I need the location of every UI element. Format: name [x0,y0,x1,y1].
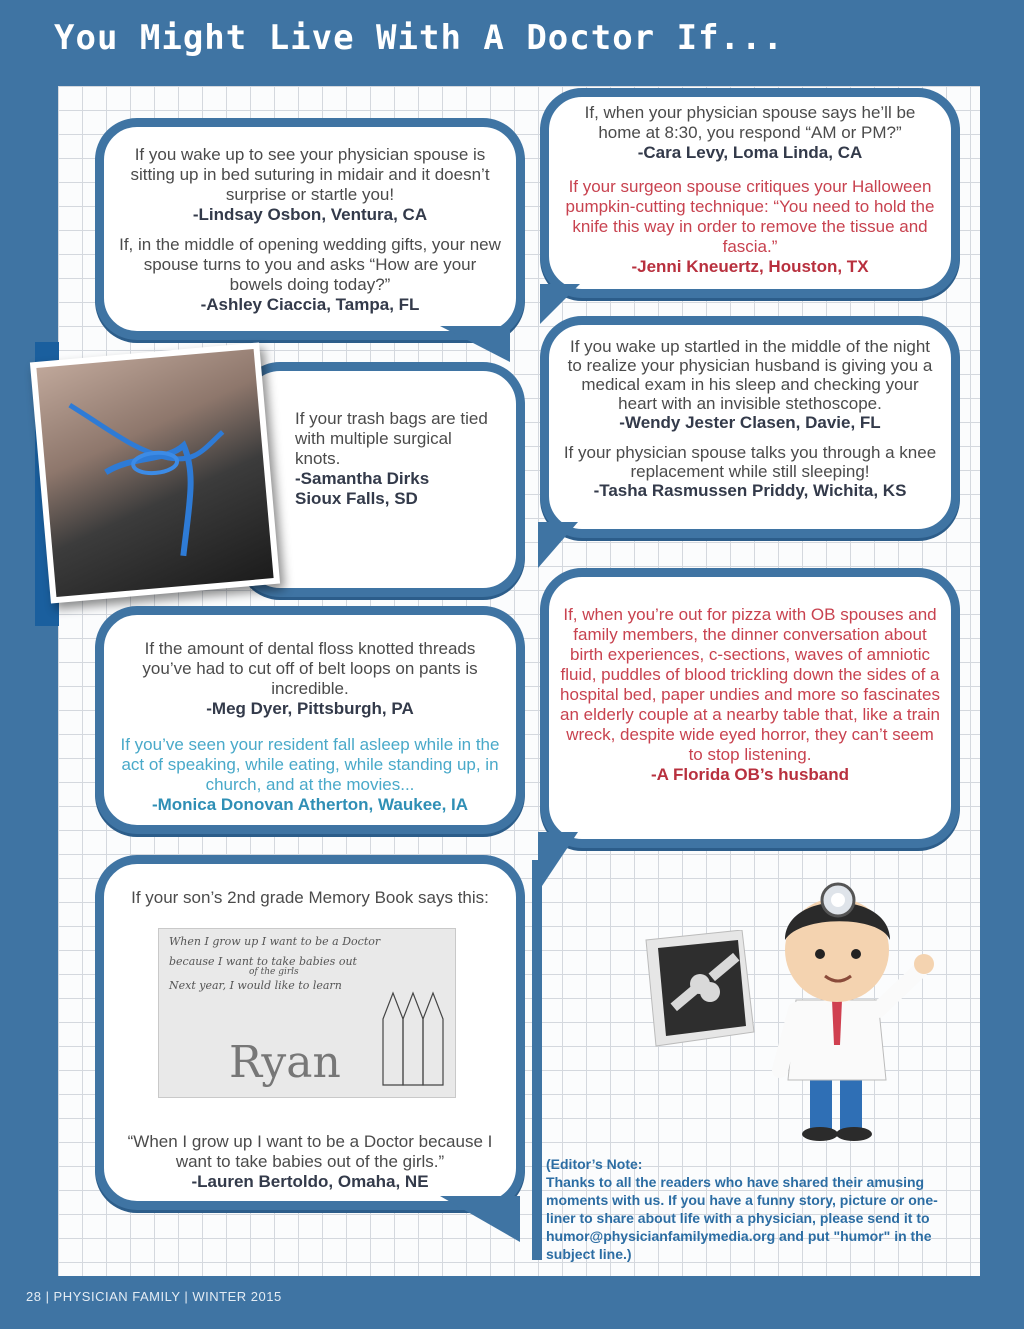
xray-film-icon [642,930,762,1050]
quote-bubble-1 [95,118,525,340]
quote-text: If you wake up to see your physician spouse is sitting up in bed suturing in midair and it doesn’t surprise or startle you! [130,145,490,204]
memory-line: Next year, I would like to learn [169,979,342,992]
quote-bubble-5 [540,88,960,298]
trash-bag-knot-photo [30,342,280,603]
quote-author: -Meg Dyer, Pittsburgh, PA [206,699,414,718]
quote-author: -Wendy Jester Clasen, Davie, FL [619,413,881,432]
memory-line: because I want to take babies out [169,955,357,968]
bubble-tail [440,326,510,362]
quote-author: -Ashley Ciaccia, Tampa, FL [200,295,420,314]
quote-bubble-3 [95,606,525,834]
quote-author: -Jenni Kneuertz, Houston, TX [631,257,869,276]
quote-text: If, when you’re out for pizza with OB spouses and family members, the dinner conversation about birth experiences, c-sections, waves of amniotic fluid, puddles of blood trickling down the sides of a hospital bed, paper undies and more so fascinates an elderly couple at a nearby table that, like a train wreck, despite wide eyed horror, they can’t seem to stop listening. [560,605,940,764]
quote-author: -Cara Levy, Loma Linda, CA [637,143,863,162]
bubble-tail-stem [532,860,542,1260]
bubble-tail [440,1196,520,1242]
editors-note [546,1155,966,1263]
doctor-cartoon-icon [770,870,950,1150]
quote-text: If your physician spouse talks you through a knee replacement while still sleeping! [563,443,937,481]
page-footer: 28 | PHYSICIAN FAMILY | WINTER 2015 [26,1289,282,1304]
quote-text: If your surgeon spouse critiques your Halloween pumpkin-cutting technique: “You need to hold the knife this way in order to remove the tissue and fascia.” [565,177,935,256]
bubble-tail [538,832,578,892]
quote-text: “When I grow up I want to be a Doctor because I want to take babies out of the girls.” [127,1132,493,1171]
quote-text: If your trash bags are tied with multiple surgical knots. [295,409,488,468]
quote-bubble-6 [540,316,960,538]
quote-text: If, in the middle of opening wedding gifts, your new spouse turns to you and asks “How are your bowels doing today?” [119,235,501,294]
quote-author-location: Sioux Falls, SD [295,489,418,508]
knot-illustration [36,349,273,597]
quote-author: -Samantha Dirks [295,469,430,488]
quote-text: If you’ve seen your resident fall asleep while in the act of speaking, while eating, while standing up, in church, and at the movies... [120,735,500,794]
quote-author: -Monica Donovan Atherton, Waukee, IA [151,795,469,814]
memory-line: of the girls [249,967,299,977]
quote-author: -Lauren Bertoldo, Omaha, NE [191,1172,429,1191]
quote-bubble-7 [540,568,960,848]
memory-signature: Ryan [229,1037,341,1088]
quote-author: -A Florida OB’s husband [650,765,850,784]
quote-text: If you wake up startled in the middle of the night to realize your physician husband is giving you a medical exam in his sleep and checking your heart with an invisible stethoscope. [567,337,933,413]
bubble-tail [538,522,578,568]
editors-note-body: Thanks to all the readers who have shared their amusing moments with us. If you have a funny story, picture or one-liner to share about life with a physician, please send it to humor@physicianfamilymedia.org and put "humor" in the subject line.) [546,1174,938,1262]
page-title: You Might Live With A Doctor If... [54,18,784,58]
quote-author: -Lindsay Osbon, Ventura, CA [192,205,428,224]
memory-book-image [158,928,456,1098]
quote-text: If, when your physician spouse says he’ll be home at 8:30, you respond “AM or PM?” [584,103,916,142]
quote-author: -Tasha Rasmussen Priddy, Wichita, KS [593,481,907,500]
editors-note-heading: (Editor’s Note: [546,1156,643,1172]
pencils-icon [377,989,449,1089]
memory-line: When I grow up I want to be a Doctor [169,935,381,948]
quote-bubble-2 [238,362,525,597]
quote-text: If the amount of dental floss knotted threads you’ve had to cut off of belt loops on pants is incredible. [142,639,478,698]
quote-text: If your son’s 2nd grade Memory Book says this: [131,888,489,907]
